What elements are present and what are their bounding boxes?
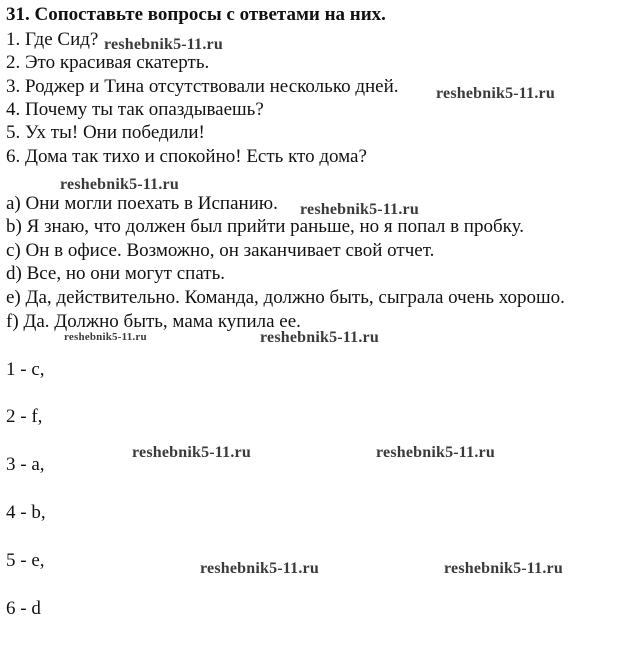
answer-e: e) Да, действительно. Команда, должно быть, сыграла очень хорошо.: [6, 287, 565, 308]
watermark: reshebnik5-11.ru: [260, 329, 379, 346]
match-3: 3 - a,: [6, 454, 45, 475]
question-5: 5. Ух ты! Они победили!: [6, 122, 205, 143]
watermark: reshebnik5-11.ru: [436, 85, 555, 102]
answer-b: b) Я знаю, что должен был прийти раньше, но я попал в пробку.: [6, 216, 524, 237]
match-1: 1 - c,: [6, 359, 45, 380]
watermark: reshebnik5-11.ru: [376, 444, 495, 461]
question-6: 6. Дома так тихо и спокойно! Есть кто дома?: [6, 146, 367, 167]
watermark: reshebnik5-11.ru: [60, 176, 179, 193]
match-6: 6 - d: [6, 598, 41, 619]
match-4: 4 - b,: [6, 502, 46, 523]
answer-f: f) Да. Должно быть, мама купила ее.: [6, 311, 301, 332]
watermark: reshebnik5-11.ru: [300, 201, 419, 218]
answer-c: c) Он в офисе. Возможно, он заканчивает свой отчет.: [6, 240, 435, 261]
answer-d: d) Все, но они могут спать.: [6, 263, 225, 284]
question-2: 2. Это красивая скатерть.: [6, 52, 210, 73]
match-5: 5 - e,: [6, 550, 45, 571]
question-3: 3. Роджер и Тина отсутствовали несколько дней.: [6, 76, 399, 97]
watermark: reshebnik5-11.ru: [444, 560, 563, 577]
watermark: reshebnik5-11.ru: [104, 36, 223, 53]
match-2: 2 - f,: [6, 406, 43, 427]
watermark: reshebnik5-11.ru: [132, 444, 251, 461]
question-1: 1. Где Сид?: [6, 29, 99, 50]
watermark: reshebnik5-11.ru: [64, 331, 147, 343]
answer-a: a) Они могли поехать в Испанию.: [6, 193, 278, 214]
watermark: reshebnik5-11.ru: [200, 560, 319, 577]
exercise-title: 31. Сопоставьте вопросы с ответами на них.: [6, 4, 386, 25]
question-4: 4. Почему ты так опаздываешь?: [6, 99, 264, 120]
